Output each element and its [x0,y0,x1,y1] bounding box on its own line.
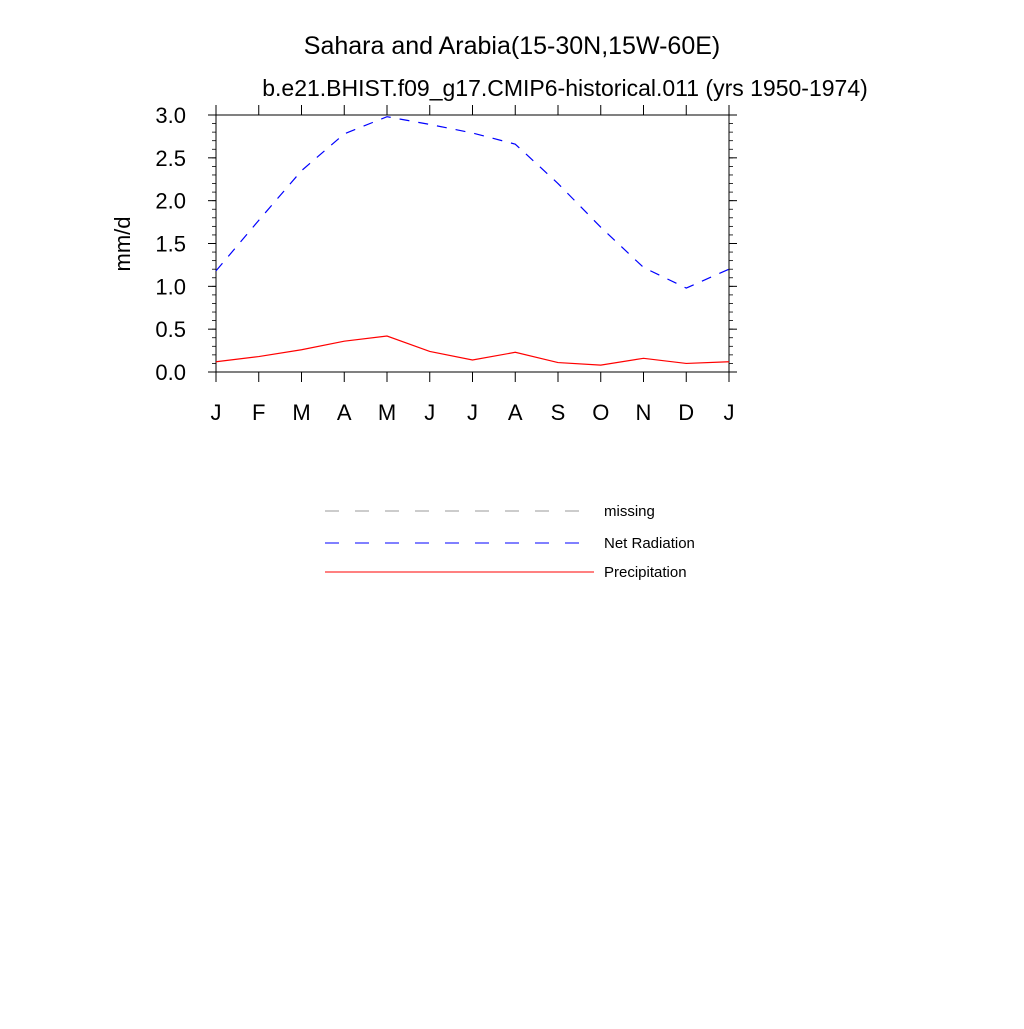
chart-subtitle: b.e21.BHIST.f09_g17.CMIP6-historical.011 (yrs 1950-1974) [262,75,868,101]
y-tick-label: 1.0 [155,274,186,300]
y-tick-label: 2.0 [155,188,186,214]
plot-frame [216,115,729,372]
y-axis-label: mm/d [110,216,135,272]
y-tick-label: 3.0 [155,103,186,128]
x-tick-label: F [252,400,266,425]
x-tick-label: A [336,400,352,425]
legend-label-missing: missing [604,503,655,520]
y-tick-label: 0.0 [155,360,186,385]
series-line-net-radiation [216,117,729,288]
x-tick-label: D [678,400,695,425]
chart-title: Sahara and Arabia(15-30N,15W-60E) [303,32,721,60]
x-tick-label: A [507,400,523,425]
x-tick-label: J [723,400,735,425]
x-tick-label: M [292,400,311,425]
plot-area [155,103,737,425]
x-tick-label: M [377,400,397,425]
legend [325,503,695,581]
legend-label-precipitation: Precipitation [604,564,687,581]
y-tick-label: 2.5 [155,145,186,171]
x-tick-label: O [592,400,610,425]
x-tick-label: J [210,400,222,425]
x-tick-label: J [424,400,436,425]
x-tick-label: S [550,400,566,425]
x-tick-label: J [467,400,478,425]
series-line-precipitation [216,336,729,365]
x-tick-label: N [635,400,652,425]
legend-label-net-radiation: Net Radiation [604,535,695,552]
y-tick-label: 0.5 [155,317,186,343]
y-tick-label: 1.5 [155,231,186,257]
